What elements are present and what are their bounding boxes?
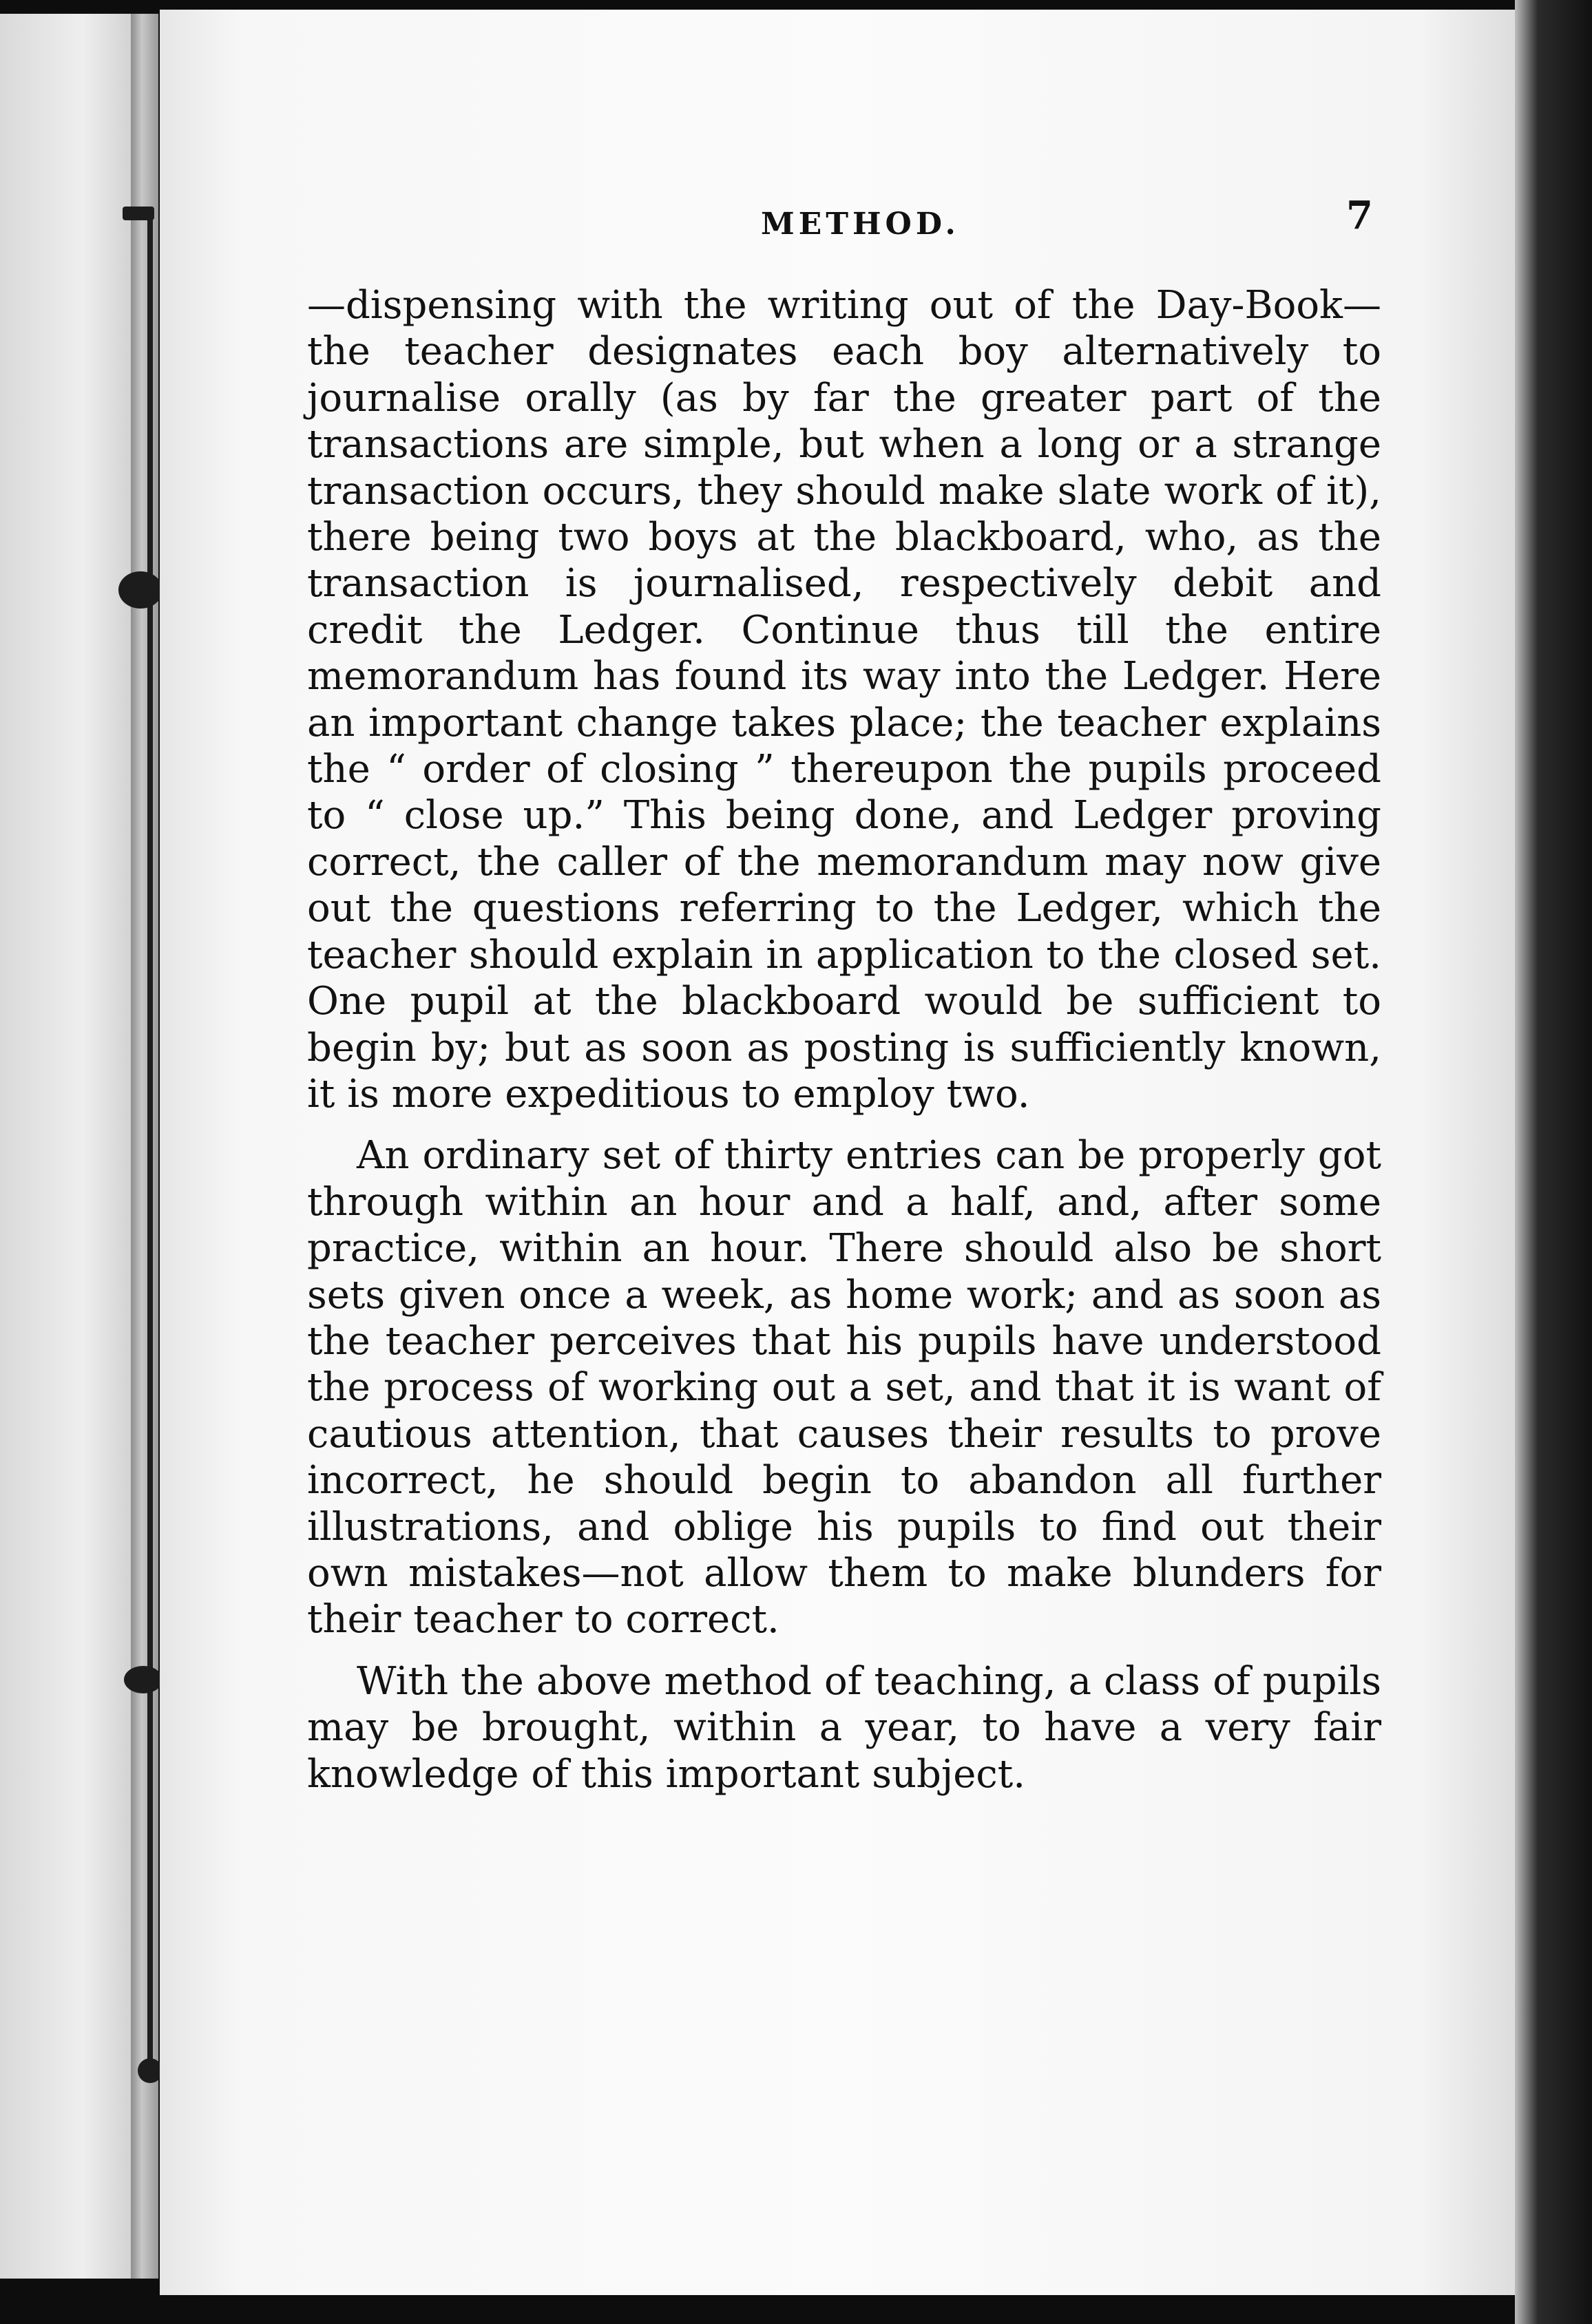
- running-head: METHOD.: [761, 207, 960, 242]
- paragraph: An ordinary set of thirty entries can be properly got through within an hour and a half, and, after some practice, within an hour. There should also be short sets given once a week, as home work; and as soon as the teacher perceives that his pupils have understood the process of working out a set, and that it is want of cautious attention, that causes their results to prove incorrect, he should begin to abandon all further illustrations, and oblige his pupils to find out their own mistakes—not allow them to make blunders for their teacher to correct.: [307, 1133, 1381, 1642]
- paragraph: —dispensing with the writing out of the Day-Book—the teacher designates each boy alternatively to journalise orally (as by far the greater part of the transactions are simple, but when a long or a strange transaction occurs, they should make slate work of it), there being two boys at the blackboard, who, as the transaction is journalised, respectively debit and credit the Ledger. Continue thus till the entire memorandum has found its way into the Ledger. Here an important change takes place; the teacher explains the “ order of closing ” thereupon the pupils proceed to “ close up.” This being done, and Ledger proving correct, the caller of the memorandum may now give out the questions referring to the Ledger, which the teacher should explain in application to the closed set. One pupil at the blackboard would be sufficient to begin by; but as soon as posting is sufficiently known, it is more expeditious to employ two.: [307, 283, 1381, 1117]
- binding-thread-end: [138, 2058, 163, 2083]
- paragraph: With the above method of teaching, a class of pupils may be brought, within a year, to have a very fair knowledge of this important subject.: [307, 1658, 1381, 1797]
- page-number: 7: [1346, 193, 1373, 238]
- binding-knot: [118, 571, 163, 609]
- page-stack-edge: [1515, 0, 1592, 2324]
- book-gutter: [131, 14, 158, 2279]
- body-text: [307, 282, 1381, 1797]
- binding-knot: [124, 1666, 163, 1693]
- binding-thread: [147, 207, 153, 2072]
- binding-thread-end: [123, 207, 154, 220]
- facing-page-edge: [0, 14, 138, 2279]
